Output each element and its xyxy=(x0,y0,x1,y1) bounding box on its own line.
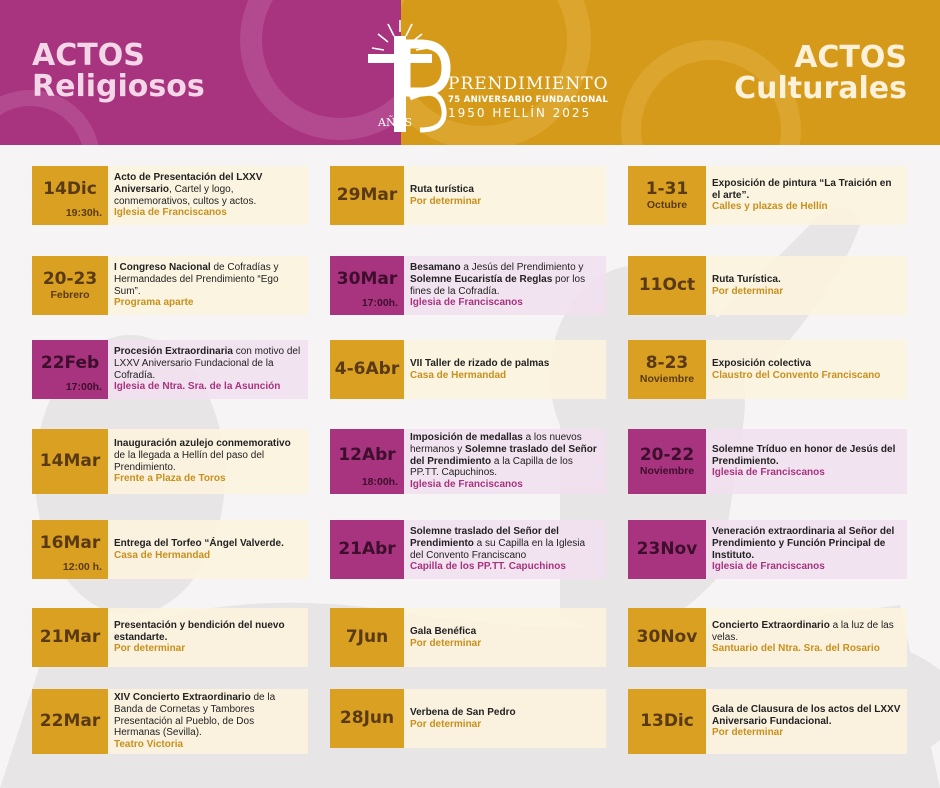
event-description xyxy=(706,166,907,225)
event-date xyxy=(32,689,108,754)
event-description xyxy=(706,340,907,399)
event-title xyxy=(114,438,302,473)
event-location: Por determinar xyxy=(114,643,186,655)
event-description xyxy=(404,689,606,748)
event-location: Claustro del Convento Franciscano xyxy=(712,369,881,381)
event-item xyxy=(330,608,606,667)
event-title-text: de la Banda de Cornetas y Tambores Presentación al Pueblo, de Dos Hermanas (Sevilla). xyxy=(114,692,276,739)
event-title-text: a la Capilla de los PP.TT. Capuchinos. xyxy=(410,455,573,479)
event-item xyxy=(330,340,606,399)
header-left-title: ACTOS Religiosos xyxy=(32,38,205,104)
event-item xyxy=(628,166,907,225)
event-description xyxy=(108,256,308,315)
event-title xyxy=(712,704,901,728)
event-title-bold: Concierto Extraordinario xyxy=(712,619,830,631)
event-title xyxy=(712,444,901,468)
event-title-bold: Entrega del Torfeo “Ángel Valverde. xyxy=(114,537,284,549)
event-description xyxy=(108,429,308,494)
event-item xyxy=(628,340,907,399)
event-title xyxy=(712,358,901,370)
event-item xyxy=(32,520,308,579)
event-title-text: de la llegada a Hellín del paso del Prendimiento. xyxy=(114,449,265,473)
event-item xyxy=(330,520,606,579)
event-item xyxy=(330,256,606,315)
event-title xyxy=(410,262,600,297)
event-title xyxy=(410,358,600,370)
event-location: Calles y plazas de Hellín xyxy=(712,201,828,213)
event-title-bold: Solemne Tríduo en honor de Jesús del Prendimiento. xyxy=(712,443,896,467)
event-title-bold: Solemne traslado del Señor del Prendimiento xyxy=(410,525,559,549)
event-title-text: por los fines de la Cofradía. xyxy=(410,273,586,297)
event-title xyxy=(712,178,901,202)
event-title-bold: XIV Concierto Extraordinario xyxy=(114,692,251,703)
event-date-label: 14Mar xyxy=(39,451,101,471)
event-date xyxy=(330,340,404,399)
event-date-sub: 18:00h. xyxy=(361,476,398,488)
event-title xyxy=(114,346,302,381)
event-description xyxy=(404,340,606,399)
event-title-text: a su Capilla en la Iglesia del Convento Franciscano xyxy=(410,537,586,561)
event-item xyxy=(628,256,907,315)
event-date-label: 21Abr xyxy=(338,539,396,559)
event-description xyxy=(108,520,308,579)
event-date xyxy=(330,608,404,667)
event-title-bold: Acto de Presentación del LXXV Aniversario xyxy=(114,171,263,195)
event-date-label: 20-22 xyxy=(639,445,695,465)
event-date-sub: Noviembre xyxy=(639,373,695,385)
event-item xyxy=(330,429,606,494)
event-description xyxy=(404,166,606,225)
event-title-bold: Gala de Clausura de los actos del LXXV Aniversario Fundacional. xyxy=(712,703,901,727)
logo-line2: 75 ANIVERSARIO FUNDACIONAL xyxy=(448,95,609,105)
event-date xyxy=(628,429,706,494)
event-description xyxy=(706,256,907,315)
event-location: Casa de Hermandad xyxy=(410,369,507,381)
event-item xyxy=(32,608,308,667)
event-location: Por determinar xyxy=(410,718,482,730)
event-title-bold: Solemne traslado del Señor del Prendimiento xyxy=(410,443,597,467)
event-title-bold: Exposición de pintura “La Traición en el arte”. xyxy=(712,177,892,201)
logo-line1: PRENDIMIENTO xyxy=(448,74,609,94)
event-title xyxy=(114,262,302,297)
event-title-bold: Veneración extraordinaria al Señor del Prendimiento y Función Principal de Instituto. xyxy=(712,525,895,561)
event-description xyxy=(108,340,308,399)
event-description xyxy=(108,166,308,225)
event-description xyxy=(108,608,308,667)
event-date-label: 28Jun xyxy=(339,708,395,728)
event-title xyxy=(410,526,600,561)
event-date-sub: 12:00 h. xyxy=(62,561,102,573)
event-title-bold: VII Taller de rizado de palmas xyxy=(410,357,550,369)
event-location: Capilla de los PP.TT. Capuchinos xyxy=(410,561,566,573)
event-title-text: de Cofradías y Hermandades del Prendimiento “Ego Sum”. xyxy=(114,261,279,297)
header-left-panel xyxy=(0,0,401,145)
event-item xyxy=(32,429,308,494)
event-date-label: 7Jun xyxy=(345,627,389,647)
event-title-text: a Jesús del Prendimiento y xyxy=(460,261,584,273)
event-date-label: 20-23 xyxy=(42,269,98,289)
event-title xyxy=(114,692,302,739)
event-location: Por determinar xyxy=(712,285,784,297)
event-location: Por determinar xyxy=(410,637,482,649)
event-title xyxy=(712,274,901,286)
event-title-text: a la luz de las velas. xyxy=(712,619,894,643)
event-title-bold: Procesión Extraordinaria xyxy=(114,345,233,357)
event-location: Iglesia de Franciscanos xyxy=(114,207,227,219)
event-description xyxy=(706,689,907,754)
event-date-label: 21Mar xyxy=(39,627,101,647)
event-title-text: a los nuevos hermanos y xyxy=(410,432,582,455)
logo-line3: 1950 HELLÍN 2025 xyxy=(448,106,592,120)
event-location: Iglesia de Franciscanos xyxy=(410,479,523,491)
event-title xyxy=(712,620,901,644)
event-date xyxy=(32,608,108,667)
event-date xyxy=(330,166,404,225)
event-description xyxy=(404,429,606,494)
event-location: Frente a Plaza de Toros xyxy=(114,473,226,485)
event-date-label: 1-31 xyxy=(645,179,689,199)
event-date-label: 30Mar xyxy=(336,269,398,289)
event-item xyxy=(628,520,907,579)
event-date-label: 4-6Abr xyxy=(334,359,400,379)
event-description xyxy=(706,520,907,579)
event-title-bold: Ruta Turística. xyxy=(712,273,781,285)
event-location: Programa aparte xyxy=(114,297,194,309)
event-date-sub: 19:30h. xyxy=(65,207,102,219)
event-title-bold: I Congreso Nacional xyxy=(114,261,211,273)
event-item xyxy=(628,689,907,754)
event-date-sub: Noviembre xyxy=(639,465,695,477)
event-location: Casa de Hermandad xyxy=(114,549,211,561)
event-title-bold: Presentación y bendición del nuevo estandarte. xyxy=(114,619,285,643)
event-item xyxy=(32,689,308,754)
logo-text xyxy=(448,74,609,120)
event-item xyxy=(628,429,907,494)
event-description xyxy=(404,608,606,667)
event-date-label: 29Mar xyxy=(336,185,398,205)
event-date xyxy=(330,256,404,315)
event-title-bold: Exposición colectiva xyxy=(712,357,811,369)
event-title xyxy=(712,526,901,561)
event-item xyxy=(32,256,308,315)
header-right-title: ACTOS Culturales xyxy=(734,40,907,106)
event-date-sub: Febrero xyxy=(50,289,90,301)
event-title xyxy=(114,538,302,550)
event-date-label: 8-23 xyxy=(645,353,689,373)
event-date xyxy=(330,520,404,579)
event-location: Por determinar xyxy=(410,195,482,207)
event-date xyxy=(628,520,706,579)
event-date xyxy=(32,256,108,315)
event-location: Iglesia de Ntra. Sra. de la Asunción xyxy=(114,381,281,393)
event-date-sub: 17:00h. xyxy=(361,297,398,309)
event-date xyxy=(628,256,706,315)
event-date-label: 13Dic xyxy=(640,711,694,731)
event-date xyxy=(628,340,706,399)
event-item xyxy=(32,166,308,225)
event-date-label: 30Nov xyxy=(636,627,698,647)
event-item xyxy=(330,166,606,225)
event-title-bold: Gala Benéfica xyxy=(410,625,477,637)
event-description xyxy=(706,429,907,494)
event-location: Por determinar xyxy=(712,727,784,739)
event-location: Iglesia de Franciscanos xyxy=(712,561,825,573)
event-location: Santuario del Ntra. Sra. del Rosario xyxy=(712,643,880,655)
event-location: Iglesia de Franciscanos xyxy=(712,467,825,479)
event-description xyxy=(108,689,308,754)
event-date-label: 11Oct xyxy=(638,275,696,295)
event-date xyxy=(32,340,108,399)
event-title-text: , Cartel y logo, conmemorativos, cultos y actos. xyxy=(114,183,257,207)
event-date xyxy=(32,166,108,225)
event-date xyxy=(628,689,706,754)
event-title-bold: Ruta turística xyxy=(410,183,474,195)
event-title xyxy=(114,620,302,644)
event-title-bold: Imposición de medallas xyxy=(410,432,523,443)
event-date-label: 16Mar xyxy=(39,533,101,553)
event-date xyxy=(330,689,404,748)
event-description xyxy=(706,608,907,667)
event-title xyxy=(410,626,600,638)
event-title xyxy=(410,707,600,719)
event-location: Teatro Victoria xyxy=(114,739,184,751)
svg-text:AÑOS: AÑOS xyxy=(378,116,413,129)
event-title xyxy=(114,172,302,207)
event-title-bold: Verbena de San Pedro xyxy=(410,706,516,718)
event-date-sub: Octubre xyxy=(646,199,688,211)
event-item xyxy=(628,608,907,667)
header xyxy=(0,0,940,145)
event-date-label: 14Dic xyxy=(43,179,97,199)
event-description xyxy=(404,520,606,579)
event-item xyxy=(330,689,606,748)
event-title-bold: Besamano xyxy=(410,261,461,273)
event-title-bold: Solemne Eucaristía de Reglas xyxy=(410,273,553,285)
event-title xyxy=(410,432,600,479)
event-date-label: 22Mar xyxy=(39,711,101,731)
event-date xyxy=(628,166,706,225)
event-location: Iglesia de Franciscanos xyxy=(410,297,523,309)
event-date xyxy=(628,608,706,667)
event-description xyxy=(404,256,606,315)
event-title-bold: Inauguración azulejo conmemorativo xyxy=(114,437,291,449)
event-date-label: 22Feb xyxy=(40,353,100,373)
event-date xyxy=(330,429,404,494)
event-title xyxy=(410,184,600,196)
event-date-sub: 17:00h. xyxy=(65,381,102,393)
event-date xyxy=(32,520,108,579)
event-title-text: con motivo del LXXV Aniversario Fundacional de la Cofradía. xyxy=(114,345,301,381)
event-date-label: 12Abr xyxy=(338,445,396,465)
event-item xyxy=(32,340,308,399)
event-date-label: 23Nov xyxy=(636,539,698,559)
event-date xyxy=(32,429,108,494)
